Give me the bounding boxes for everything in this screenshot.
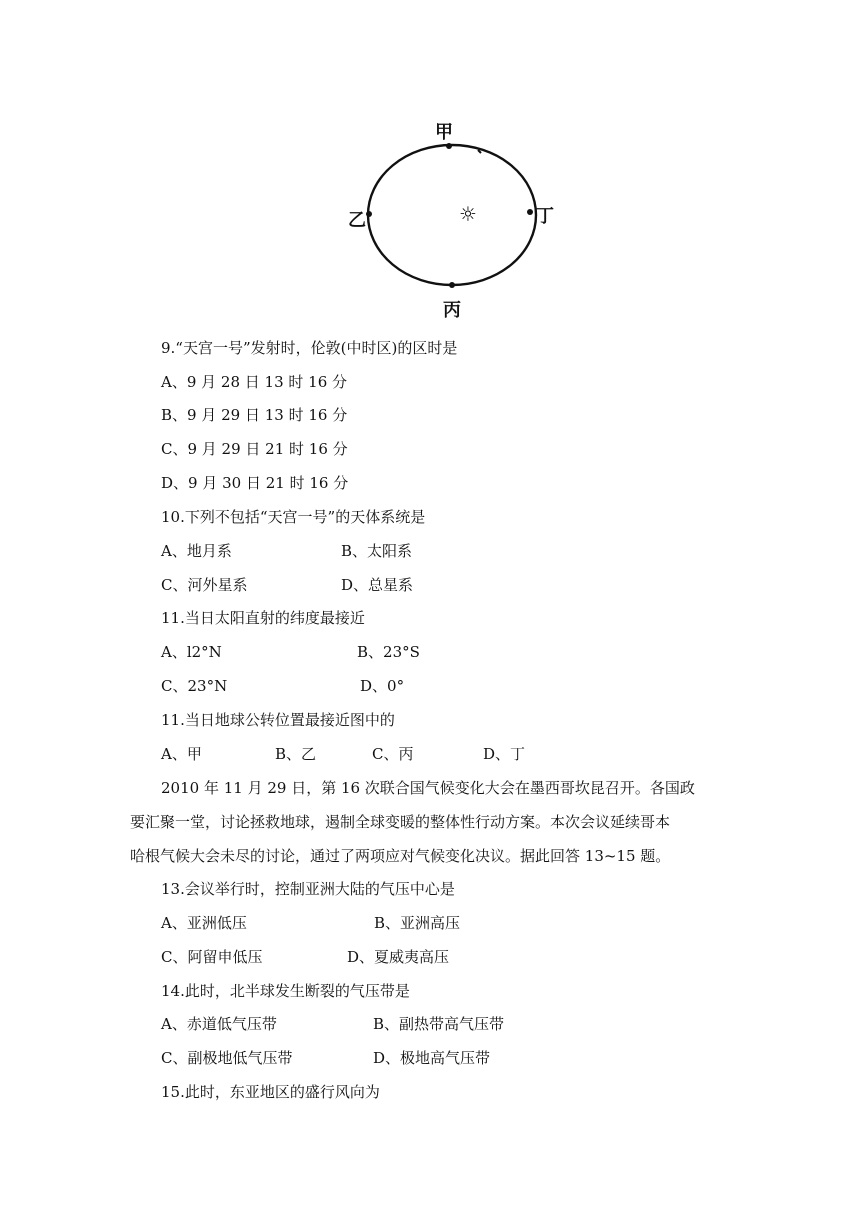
q11b-option-b: B、乙 <box>275 745 317 763</box>
q11a-option-d: D、0° <box>360 677 405 695</box>
q10-option-d: D、总星系 <box>341 576 414 594</box>
orbit-point-top <box>446 143 452 149</box>
q13-option-d: D、夏威夷高压 <box>347 948 450 966</box>
label-yi: 乙 <box>348 210 366 231</box>
passage-line-2: 要汇聚一堂，讨论拯救地球，遏制全球变暖的整体性行动方案。本次会议延续哥本 <box>130 813 671 831</box>
label-bing: 丙 <box>443 300 461 321</box>
q14-option-a: A、赤道低气压带 <box>161 1015 277 1033</box>
q13-option-c: C、阿留申低压 <box>161 948 263 966</box>
q11a-option-a: A、l2°N <box>161 643 222 661</box>
q14-option-b: B、副热带高气压带 <box>373 1015 505 1033</box>
q11a-stem: 11.当日太阳直射的纬度最接近 <box>161 609 365 627</box>
label-jia: 甲 <box>435 122 453 143</box>
orbit-figure <box>340 118 570 323</box>
q9-option-c: C、9 月 29 日 21 时 16 分 <box>161 440 348 458</box>
passage-line-3: 哈根气候大会未尽的讨论，通过了两项应对气候变化决议。据此回答 13~15 题。 <box>130 847 671 865</box>
q14-option-c: C、副极地低气压带 <box>161 1049 293 1067</box>
q15-stem: 15.此时，东亚地区的盛行风向为 <box>161 1083 380 1101</box>
q13-option-a: A、亚洲低压 <box>161 914 247 932</box>
q13-option-b: B、亚洲高压 <box>374 914 461 932</box>
orbit-point-right <box>527 209 533 215</box>
passage-line-1: 2010 年 11 月 29 日，第 16 次联合国气候变化大会在墨西哥坎昆召开。各国政 <box>161 779 695 797</box>
label-ding: 丁 <box>536 206 554 227</box>
q11a-option-c: C、23°N <box>161 677 228 695</box>
sun-icon: ☼ <box>459 202 477 226</box>
q13-stem: 13.会议举行时，控制亚洲大陆的气压中心是 <box>161 880 455 898</box>
q14-stem: 14.此时，北半球发生断裂的气压带是 <box>161 982 410 1000</box>
q11b-option-d: D、丁 <box>483 745 526 763</box>
orbit-ellipse <box>368 145 536 285</box>
q10-option-a: A、地月系 <box>161 542 232 560</box>
q10-stem: 10.下列不包括“天宫一号”的天体系统是 <box>161 508 426 526</box>
q9-option-b: B、9 月 29 日 13 时 16 分 <box>161 406 348 424</box>
q9-option-d: D、9 月 30 日 21 时 16 分 <box>161 474 349 492</box>
q11a-option-b: B、23°S <box>357 643 420 661</box>
q9-stem: 9.“天宫一号”发射时，伦敦(中时区)的区时是 <box>161 339 458 357</box>
q10-option-c: C、河外星系 <box>161 576 248 594</box>
orbit-point-left <box>366 211 372 217</box>
q9-option-a: A、9 月 28 日 13 时 16 分 <box>161 373 348 391</box>
orbit-point-bottom <box>449 282 455 288</box>
q10-option-b: B、太阳系 <box>341 542 413 560</box>
q14-option-d: D、极地高气压带 <box>373 1049 491 1067</box>
q11b-option-a: A、甲 <box>161 745 202 763</box>
q11b-option-c: C、丙 <box>372 745 414 763</box>
orbit-diagram <box>340 118 570 323</box>
orbit-direction-mark <box>478 150 481 153</box>
q11b-stem: 11.当日地球公转位置最接近图中的 <box>161 711 395 729</box>
